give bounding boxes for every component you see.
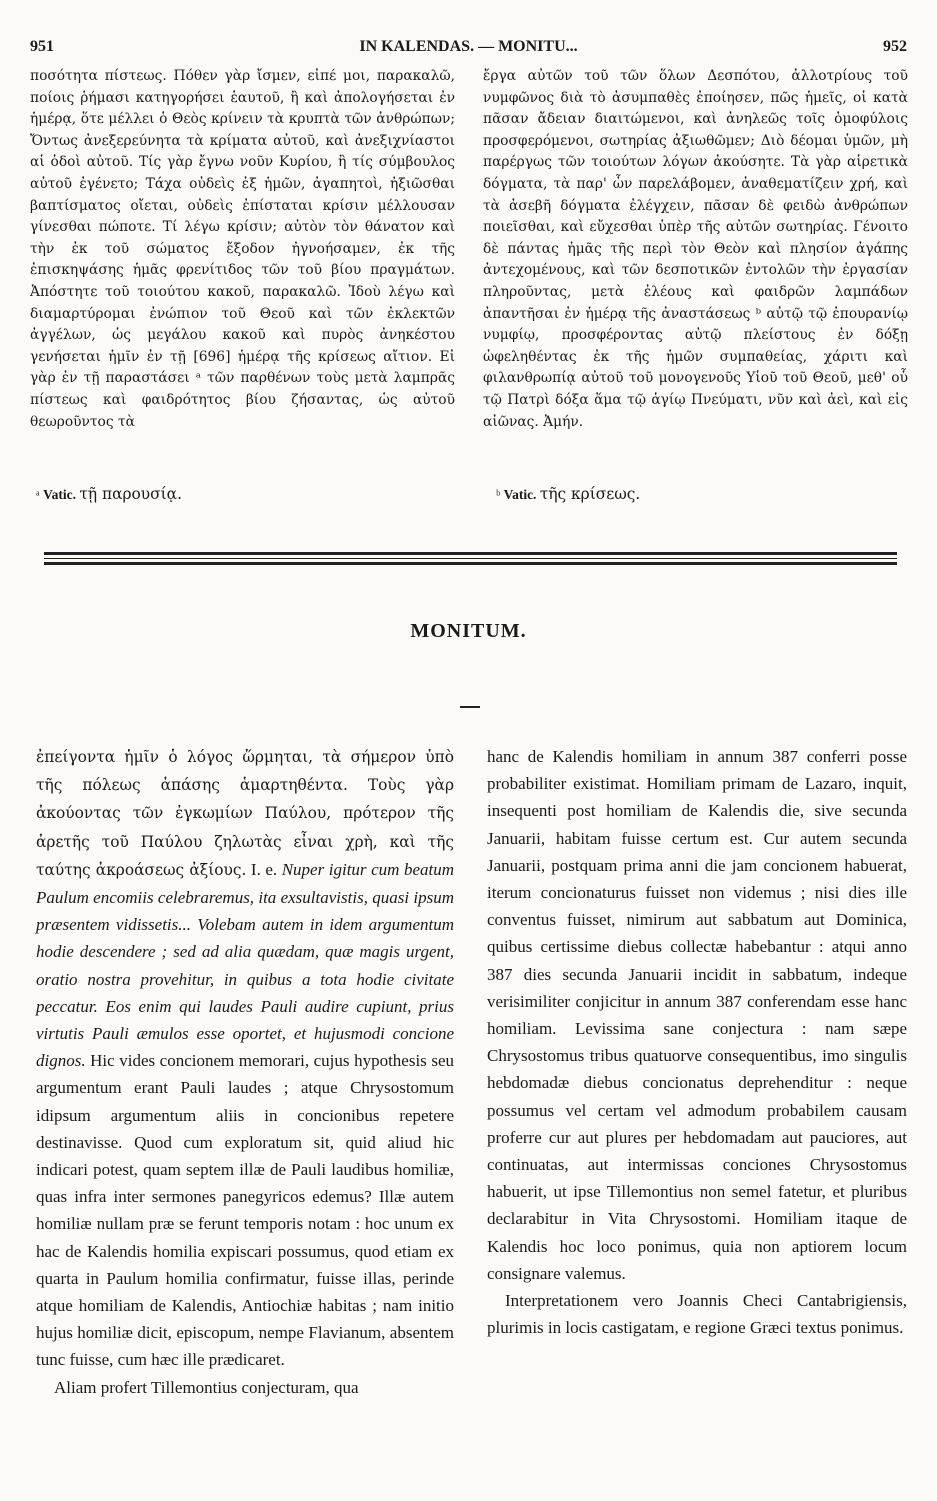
latin-commentary: Hic vides concionem memorari, cujus hypothesis seu argumentum erant Pauli laudes ; atque Chrysostomum idipsum argumentum aliis in concionibus repetere destinavisse. Quod cum exploratum sit, quid aliud hic indicari potest, quam septem illæ de Pauli laudibus homiliæ, quas infra inter sermones panegyricos edemus? Illæ autem homiliæ nullam præ se ferunt temporis notam : hoc unum ex hac de Kalendis homilia expiscari possumus, quod etiam ex quarta in Paulum homilia confirmatur, fuisse illas, perinde atque homiliam de Kalendis, Antiochiæ habitas ; nam initio hujus homiliæ dicit, episcopum, nempe Flavianum, absentem tunc fuisse, cum hæc ille prædicaret. bbox=[36, 1051, 454, 1370]
monitum-paragraph-start: Aliam profert Tillemontius conjecturam, qua bbox=[54, 1377, 359, 1397]
greek-quotation: ἐπείγοντα ἡμῖν ὁ λόγος ὥρμηται, τὰ σήμερον ὑπὸ τῆς πόλεως ἁπάσης ἁμαρτηθέντα. Τοὺς γὰρ ἀκούοντας τῶν ἐγκωμίων Παύλου, πρότερον τῆς ἀρετῆς τοῦ Παύλου ζηλωτὰς εἶναι χρὴ, καὶ τῆς ταύτης ἀκροάσεως ἀξίους. bbox=[36, 748, 454, 879]
footnote-source: Vatic. bbox=[43, 487, 76, 502]
monitum-paragraph: Interpretationem vero Joannis Checi Cantabrigiensis, plurimis in locis castigatam, e regione Græci textus ponimus. bbox=[487, 1291, 907, 1338]
section-divider-thin bbox=[44, 558, 897, 559]
footnote-mark: ᵇ bbox=[496, 487, 501, 502]
footnote-b bbox=[496, 485, 640, 503]
footnote-mark: ᵃ bbox=[36, 487, 40, 502]
running-header bbox=[30, 38, 907, 60]
title-dash bbox=[460, 706, 480, 708]
greek-paragraph: ἔργα αὐτῶν τοῦ τῶν ὅλων Δεσπότου, ἀλλοτρίους τοῦ νυμφῶνος διὰ τὸ ἀσυμπαθὲς ἐποίησεν, πῶς ἡμεῖς, οἱ κατὰ πᾶσαν ἄδειαν διαιτώμενοι, καὶ ἀνηλεῶς τοῖς ὁμοφύλοις προσφερόμενοι, σωτηρίας ἀξιωθῶμεν; Διὸ δέομαι ὑμῶν, μὴ παρέργως τῶν τοιούτων λόγων ἀκούσητε. Τὰ γὰρ αἱρετικὰ δόγματα, τὰ παρ' ὧν παρελάβομεν, ἀναθεματίζειν χρή, καὶ τὰ ἀσεβῆ δόγματα ἐλέγχειν, πᾶσαν δὲ φειδὼ ἀνθρώπων ποιεῖσθαι, καὶ εὔχεσθαι ὑπὲρ τῆς αὐτῶν σωτηρίας. Γένοιτο δὲ πάντας ἡμᾶς τῆς περὶ τὸν Θεὸν καὶ πλησίον ἀγάπης ἀντεχομένους, καὶ τῶν δεσποτικῶν ἐντολῶν τὴν ἐργασίαν πληροῦντας, μετὰ ἐλέους καὶ φαιδρῶν λαμπάδων ἀπαντῆσαι ἐν ἡμέρᾳ τῆς ἀναστάσεως ᵇ αὐτῷ τῷ ἐπουρανίῳ νυμφίῳ, προσφέροντας αὐτῷ πλείστους ἐν δόξῃ ὠφεληθέντας ἐκ τῆς ἡμῶν συμπαθείας, χάριτι καὶ φιλανθρωπίᾳ αὐτοῦ τοῦ μονογενοῦς Υἱοῦ τοῦ Θεοῦ, μεθ' οὗ τῷ Πατρὶ δόξα ἅμα τῷ ἁγίῳ Πνεύματι, νῦν καὶ ἀεὶ, καὶ εἰς αἰῶνας. Ἀμήν. bbox=[483, 68, 908, 430]
footnote-a bbox=[36, 485, 182, 503]
ie-marker: I. e. bbox=[246, 859, 282, 879]
monitum-paragraph bbox=[36, 743, 454, 1374]
left-page-number: 951 bbox=[30, 38, 54, 55]
monitum-left-column bbox=[36, 743, 454, 1401]
latin-translation: Nuper igitur cum beatum Paulum encomiis celebraremus, ita exsultavistis, quasi ipsum præsentem vidissetis... Volebam autem in idem argumentum hodie descendere ; sed ad alia quædam, quæ magis urgent, oratio nostra provehitur, in quibus a tota hodie civitate peccatur. Eos enim qui laudes Pauli audire cupiunt, prius virtutis Pauli æmulos esse oportet, et hujusmodi concione dignos. bbox=[36, 859, 454, 1071]
footnote-source: Vatic. bbox=[503, 487, 537, 502]
footnote-text: τῇ παρουσίᾳ. bbox=[79, 485, 182, 503]
footnote-text: τῆς κρίσεως. bbox=[539, 485, 641, 503]
section-title: MONITUM. bbox=[410, 620, 527, 642]
section-divider-thick-top bbox=[44, 552, 897, 555]
greek-text-left-column bbox=[30, 66, 455, 433]
running-title: IN KALENDAS. — MONITU... bbox=[359, 38, 578, 55]
greek-text-right-column bbox=[483, 66, 908, 433]
right-page-number: 952 bbox=[883, 38, 907, 55]
monitum-right-column bbox=[487, 743, 907, 1341]
section-divider-thick-bottom bbox=[44, 562, 897, 565]
greek-paragraph: ποσότητα πίστεως. Πόθεν γὰρ ἴσμεν, εἰπέ μοι, παρακαλῶ, ποίοις ῥήμασι κατηγορήσει ἑαυτοῦ, ἢ καὶ ἀπολογήσεται ἐν ἡμέρᾳ, ὅτε μέλλει ὁ Θεὸς κρίνειν τὰ κρυπτὰ τῶν ἀνθρώπων; Ὄντως ἀνεξερεύνητα τὰ κρίματα αὐτοῦ, καὶ ἀνεξιχνίαστοι αἱ ὁδοὶ αὐτοῦ. Τίς γὰρ ἔγνω νοῦν Κυρίου, ἢ τίς σύμβουλος αὐτοῦ ἐγένετο; Τάχα οὐδεὶς ἐξ ἡμῶν, ἀγαπητοὶ, ἠξιῶσθαι βαπτίσματος οἴεται, οὐδεὶς ἐπίσταται κρίσιν μέλλουσαν γίνεσθαι πώποτε. Τί λέγω κρίσιν; αὐτὸν τὸν θάνατον καὶ τὴν ἐκ τοῦ σώματος ἔξοδον ἠγνοήσαμεν, ἐκ τῆς ἐπισκηψάσης ἡμᾶς φρενίτιδος τῶν τοῦ βίου πραγμάτων. Ἀπόστητε τοῦ τοιούτου κακοῦ, παρακαλῶ. Ἰδοὺ λέγω καὶ διαμαρτύρομαι ἐνώπιον τοῦ Θεοῦ καὶ τῶν ἐκλεκτῶν ἀγγέλων, ὡς μεγάλου κακοῦ καὶ πυρὸς ἀνηκέστου γενήσεται ἡμῖν ἐν τῇ [696] ἡμέρᾳ τῆς κρίσεως αἴτιον. Εἰ γὰρ ἐν τῇ παραστάσει ᵃ τῶν παρθένων τοὺς μετὰ λαμπρᾶς πίστεως καὶ φαιδρότητος βίου ζήσαντας, ὡς αὐτοῦ θεωροῦντος τὰ bbox=[30, 68, 455, 430]
monitum-paragraph: hanc de Kalendis homiliam in annum 387 conferri posse probabiliter existimat. Homiliam primam de Lazaro, inquit, insequenti post homiliam de Kalendis die, sive secunda Januarii, habitam fuisse certum est. Cur autem secunda Januarii, postquam prima anni die jam concionem habuerat, iterum concionaturus fuisset non videmus ; nisi dies ille conventus fuisset, nimirum aut sabbatum aut Dominica, quibus certissime diebus collectæ habebantur : atqui anno 387 dies secunda Januarii incidit in sabbatum, indeque verisimiliter conjicitur in annum 387 conferendam esse hanc homiliam. Levissima sane conjectura : nam sæpe Chrysostomus tribus quatuorve consequentibus, imo singulis hebdomadæ diebus concionatus deprehenditur : neque possumus vel certam vel admodum probabilem causam proferre cur aut plures per hebdomadam aut pauciores, aut continuatas, aut intermissas conciones Chrysostomus habuerit, ut ipse Tillemontius non semel fatetur, et pluribus declarabitur in Vita Chrysostomi. Homiliam itaque de Kalendis hoc loco ponimus, quia non aptiorem locum consignare valemus. bbox=[487, 747, 907, 1283]
